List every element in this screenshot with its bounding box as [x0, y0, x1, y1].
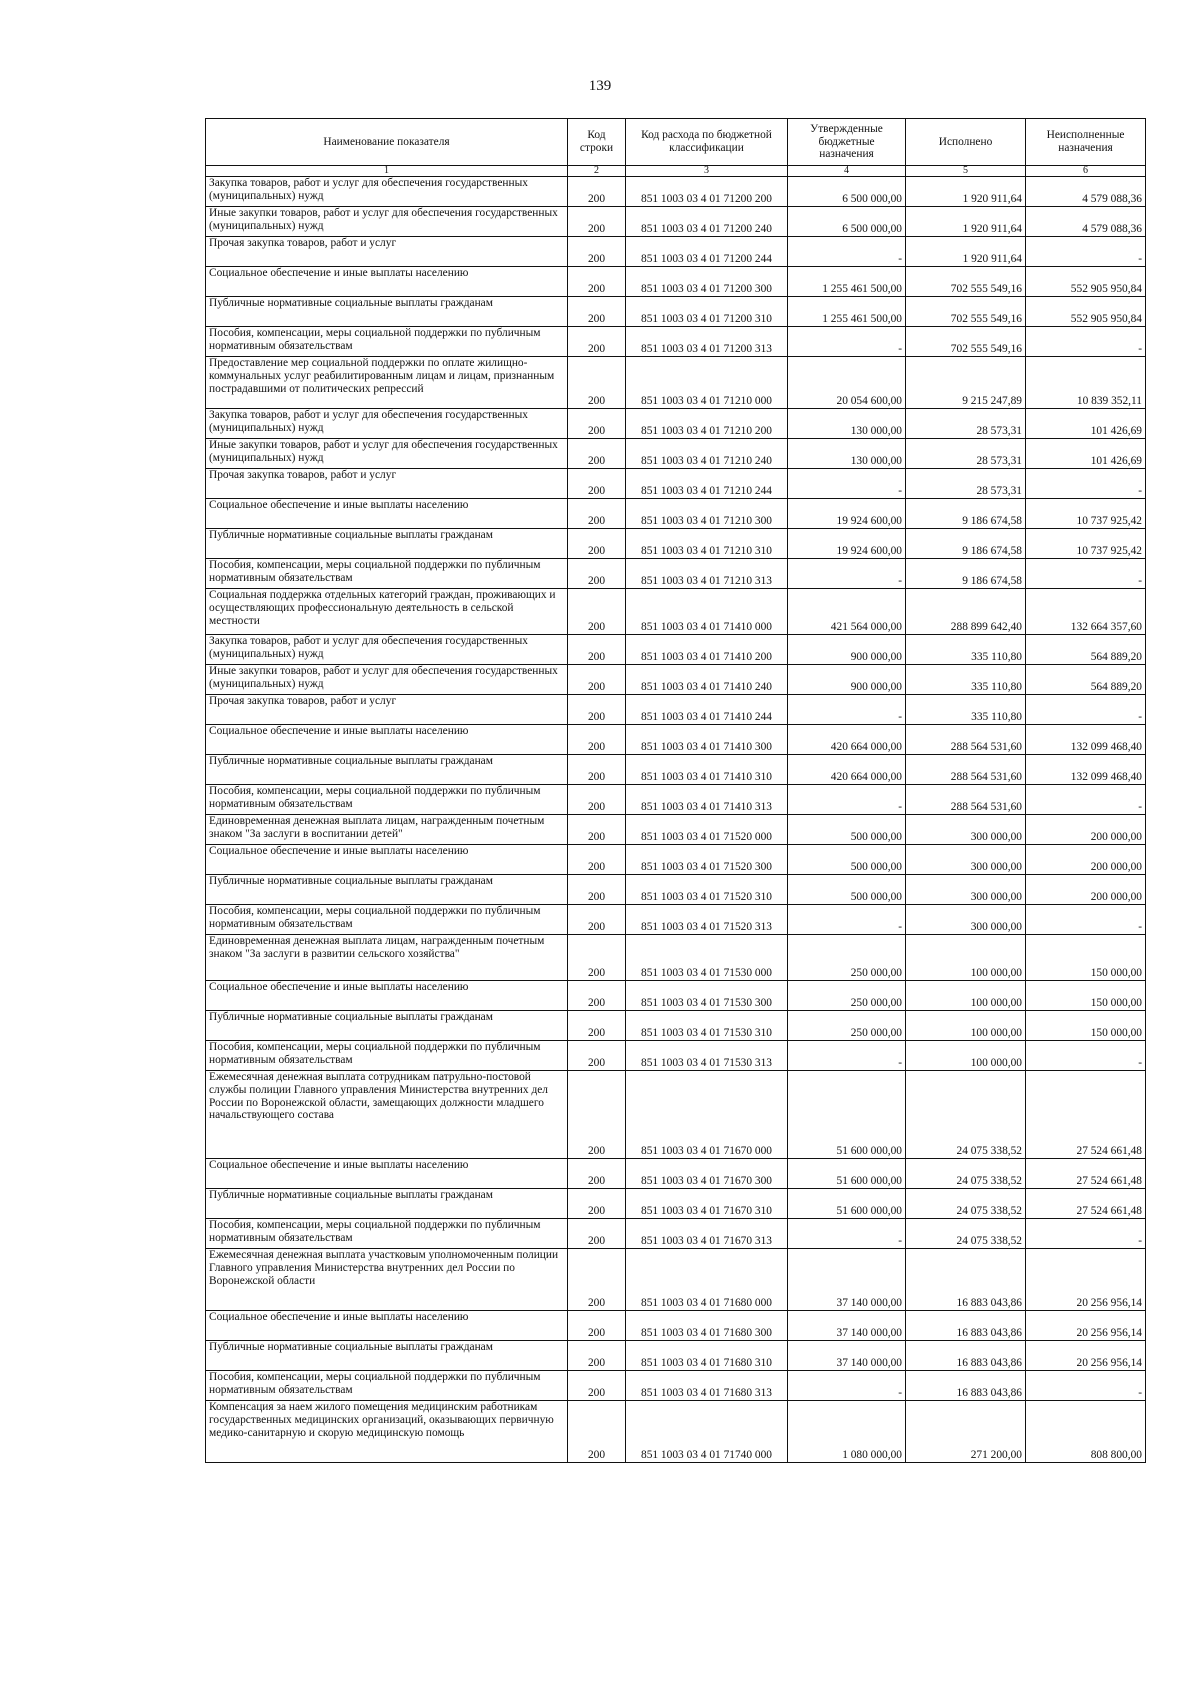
row-name: Пособия, компенсации, меры социальной поддержки по публичным нормативным обязательствам — [206, 327, 568, 357]
row-executed: 1 920 911,64 — [906, 177, 1026, 207]
row-line-code: 200 — [568, 327, 626, 357]
row-budget-code: 851 1003 03 4 01 71520 310 — [626, 875, 788, 905]
row-line-code: 200 — [568, 409, 626, 439]
table-row — [206, 469, 1146, 499]
column-number: 1 — [206, 166, 568, 177]
row-approved: - — [788, 785, 906, 815]
row-executed: 300 000,00 — [906, 905, 1026, 935]
row-executed: 24 075 338,52 — [906, 1071, 1026, 1159]
row-line-code: 200 — [568, 1159, 626, 1189]
row-approved: 6 500 000,00 — [788, 207, 906, 237]
row-approved: - — [788, 695, 906, 725]
table-row — [206, 499, 1146, 529]
row-unexecuted: - — [1026, 1219, 1146, 1249]
row-line-code: 200 — [568, 207, 626, 237]
row-name: Прочая закупка товаров, работ и услуг — [206, 237, 568, 267]
row-unexecuted: 4 579 088,36 — [1026, 177, 1146, 207]
column-number: 2 — [568, 166, 626, 177]
row-unexecuted: - — [1026, 1041, 1146, 1071]
row-line-code: 200 — [568, 529, 626, 559]
row-executed: 16 883 043,86 — [906, 1249, 1026, 1311]
row-line-code: 200 — [568, 1371, 626, 1401]
header-unexecuted: Неисполненные назначения — [1026, 119, 1146, 166]
row-executed: 100 000,00 — [906, 1041, 1026, 1071]
row-budget-code: 851 1003 03 4 01 71200 300 — [626, 267, 788, 297]
row-executed: 28 573,31 — [906, 439, 1026, 469]
row-unexecuted: 101 426,69 — [1026, 439, 1146, 469]
row-approved: 250 000,00 — [788, 981, 906, 1011]
row-executed: 9 186 674,58 — [906, 529, 1026, 559]
row-unexecuted: - — [1026, 1371, 1146, 1401]
row-approved: 20 054 600,00 — [788, 357, 906, 409]
row-executed: 100 000,00 — [906, 1011, 1026, 1041]
row-budget-code: 851 1003 03 4 01 71680 313 — [626, 1371, 788, 1401]
table-header-row — [206, 119, 1146, 166]
row-name: Пособия, компенсации, меры социальной поддержки по публичным нормативным обязательствам — [206, 1371, 568, 1401]
row-name: Пособия, компенсации, меры социальной поддержки по публичным нормативным обязательствам — [206, 1041, 568, 1071]
table-row — [206, 529, 1146, 559]
row-executed: 9 186 674,58 — [906, 559, 1026, 589]
row-budget-code: 851 1003 03 4 01 71530 313 — [626, 1041, 788, 1071]
row-approved: - — [788, 559, 906, 589]
row-unexecuted: - — [1026, 469, 1146, 499]
row-executed: 1 920 911,64 — [906, 207, 1026, 237]
row-approved: 420 664 000,00 — [788, 725, 906, 755]
table-row — [206, 589, 1146, 635]
row-line-code: 200 — [568, 357, 626, 409]
row-unexecuted: 20 256 956,14 — [1026, 1311, 1146, 1341]
row-unexecuted: 10 737 925,42 — [1026, 499, 1146, 529]
row-approved: 1 255 461 500,00 — [788, 297, 906, 327]
row-unexecuted: 150 000,00 — [1026, 935, 1146, 981]
row-name: Социальное обеспечение и иные выплаты населению — [206, 1311, 568, 1341]
row-line-code: 200 — [568, 695, 626, 725]
row-approved: 1 080 000,00 — [788, 1401, 906, 1463]
row-unexecuted: - — [1026, 905, 1146, 935]
page-number: 139 — [588, 78, 612, 94]
row-executed: 702 555 549,16 — [906, 297, 1026, 327]
row-name: Пособия, компенсации, меры социальной поддержки по публичным нормативным обязательствам — [206, 785, 568, 815]
row-unexecuted: 20 256 956,14 — [1026, 1341, 1146, 1371]
table-row — [206, 1401, 1146, 1463]
row-line-code: 200 — [568, 935, 626, 981]
row-approved: 51 600 000,00 — [788, 1189, 906, 1219]
row-executed: 100 000,00 — [906, 981, 1026, 1011]
row-approved: 1 255 461 500,00 — [788, 267, 906, 297]
row-unexecuted: - — [1026, 785, 1146, 815]
table-row — [206, 237, 1146, 267]
row-executed: 288 899 642,40 — [906, 589, 1026, 635]
row-unexecuted: 200 000,00 — [1026, 875, 1146, 905]
row-line-code: 200 — [568, 845, 626, 875]
row-name: Публичные нормативные социальные выплаты гражданам — [206, 297, 568, 327]
row-name: Ежемесячная денежная выплата участковым уполномоченным полиции Главного управления Министерства внутренних дел России по Воронежской области — [206, 1249, 568, 1311]
row-executed: 288 564 531,60 — [906, 755, 1026, 785]
table-row — [206, 815, 1146, 845]
row-name: Пособия, компенсации, меры социальной поддержки по публичным нормативным обязательствам — [206, 559, 568, 589]
row-executed: 335 110,80 — [906, 695, 1026, 725]
row-budget-code: 851 1003 03 4 01 71670 313 — [626, 1219, 788, 1249]
table-row — [206, 1371, 1146, 1401]
row-budget-code: 851 1003 03 4 01 71670 310 — [626, 1189, 788, 1219]
row-name: Социальное обеспечение и иные выплаты населению — [206, 845, 568, 875]
row-name: Иные закупки товаров, работ и услуг для обеспечения государственных (муниципальных) нужд — [206, 207, 568, 237]
row-approved: 37 140 000,00 — [788, 1249, 906, 1311]
row-name: Единовременная денежная выплата лицам, награжденным почетным знаком "За заслуги в воспитании детей" — [206, 815, 568, 845]
row-executed: 100 000,00 — [906, 935, 1026, 981]
row-approved: - — [788, 1219, 906, 1249]
row-approved: - — [788, 237, 906, 267]
row-budget-code: 851 1003 03 4 01 71200 240 — [626, 207, 788, 237]
row-approved: - — [788, 1371, 906, 1401]
table-row — [206, 267, 1146, 297]
row-name: Пособия, компенсации, меры социальной поддержки по публичным нормативным обязательствам — [206, 1219, 568, 1249]
row-approved: 19 924 600,00 — [788, 499, 906, 529]
row-budget-code: 851 1003 03 4 01 71200 310 — [626, 297, 788, 327]
row-budget-code: 851 1003 03 4 01 71530 000 — [626, 935, 788, 981]
row-unexecuted: 132 099 468,40 — [1026, 755, 1146, 785]
row-budget-code: 851 1003 03 4 01 71680 310 — [626, 1341, 788, 1371]
row-executed: 16 883 043,86 — [906, 1341, 1026, 1371]
table-row — [206, 1341, 1146, 1371]
row-unexecuted: 10 737 925,42 — [1026, 529, 1146, 559]
row-approved: - — [788, 905, 906, 935]
row-line-code: 200 — [568, 177, 626, 207]
table-row — [206, 1159, 1146, 1189]
row-name: Закупка товаров, работ и услуг для обеспечения государственных (муниципальных) нужд — [206, 635, 568, 665]
row-name: Социальное обеспечение и иные выплаты населению — [206, 1159, 568, 1189]
row-unexecuted: 200 000,00 — [1026, 845, 1146, 875]
row-budget-code: 851 1003 03 4 01 71410 313 — [626, 785, 788, 815]
row-unexecuted: 27 524 661,48 — [1026, 1159, 1146, 1189]
table-row — [206, 207, 1146, 237]
row-budget-code: 851 1003 03 4 01 71670 300 — [626, 1159, 788, 1189]
table-row — [206, 439, 1146, 469]
row-unexecuted: 552 905 950,84 — [1026, 267, 1146, 297]
row-unexecuted: 10 839 352,11 — [1026, 357, 1146, 409]
row-name: Публичные нормативные социальные выплаты гражданам — [206, 1189, 568, 1219]
row-approved: 421 564 000,00 — [788, 589, 906, 635]
row-executed: 335 110,80 — [906, 635, 1026, 665]
row-line-code: 200 — [568, 725, 626, 755]
row-budget-code: 851 1003 03 4 01 71680 300 — [626, 1311, 788, 1341]
row-executed: 28 573,31 — [906, 409, 1026, 439]
row-budget-code: 851 1003 03 4 01 71410 000 — [626, 589, 788, 635]
row-unexecuted: 150 000,00 — [1026, 981, 1146, 1011]
row-budget-code: 851 1003 03 4 01 71210 200 — [626, 409, 788, 439]
row-line-code: 200 — [568, 981, 626, 1011]
row-budget-code: 851 1003 03 4 01 71410 300 — [626, 725, 788, 755]
row-unexecuted: 132 099 468,40 — [1026, 725, 1146, 755]
row-approved: 900 000,00 — [788, 635, 906, 665]
row-approved: - — [788, 469, 906, 499]
row-approved: - — [788, 1041, 906, 1071]
row-budget-code: 851 1003 03 4 01 71210 000 — [626, 357, 788, 409]
row-budget-code: 851 1003 03 4 01 71210 240 — [626, 439, 788, 469]
row-budget-code: 851 1003 03 4 01 71200 313 — [626, 327, 788, 357]
row-line-code: 200 — [568, 1071, 626, 1159]
row-line-code: 200 — [568, 1311, 626, 1341]
row-line-code: 200 — [568, 1249, 626, 1311]
table-row — [206, 635, 1146, 665]
row-approved: 130 000,00 — [788, 409, 906, 439]
row-line-code: 200 — [568, 785, 626, 815]
table-row — [206, 785, 1146, 815]
row-unexecuted: 150 000,00 — [1026, 1011, 1146, 1041]
row-approved: - — [788, 327, 906, 357]
row-executed: 24 075 338,52 — [906, 1189, 1026, 1219]
row-executed: 16 883 043,86 — [906, 1311, 1026, 1341]
row-name: Иные закупки товаров, работ и услуг для обеспечения государственных (муниципальных) нужд — [206, 665, 568, 695]
row-executed: 288 564 531,60 — [906, 725, 1026, 755]
row-unexecuted: - — [1026, 559, 1146, 589]
row-budget-code: 851 1003 03 4 01 71210 313 — [626, 559, 788, 589]
row-name: Компенсация за наем жилого помещения медицинским работникам государственных медицинских организаций, оказывающих первичную медико-санитарную и скорую медицинскую помощь — [206, 1401, 568, 1463]
row-unexecuted: 200 000,00 — [1026, 815, 1146, 845]
row-executed: 16 883 043,86 — [906, 1371, 1026, 1401]
table-row — [206, 875, 1146, 905]
table-row — [206, 297, 1146, 327]
row-executed: 300 000,00 — [906, 875, 1026, 905]
table-row — [206, 357, 1146, 409]
row-line-code: 200 — [568, 815, 626, 845]
table-row — [206, 559, 1146, 589]
table-row — [206, 665, 1146, 695]
table-row — [206, 177, 1146, 207]
row-executed: 28 573,31 — [906, 469, 1026, 499]
row-budget-code: 851 1003 03 4 01 71520 313 — [626, 905, 788, 935]
row-line-code: 200 — [568, 237, 626, 267]
row-budget-code: 851 1003 03 4 01 71210 244 — [626, 469, 788, 499]
header-name: Наименование показателя — [206, 119, 568, 166]
row-budget-code: 851 1003 03 4 01 71530 310 — [626, 1011, 788, 1041]
row-name: Публичные нормативные социальные выплаты гражданам — [206, 529, 568, 559]
row-budget-code: 851 1003 03 4 01 71680 000 — [626, 1249, 788, 1311]
row-line-code: 200 — [568, 1011, 626, 1041]
row-unexecuted: - — [1026, 695, 1146, 725]
table-row — [206, 1011, 1146, 1041]
row-line-code: 200 — [568, 755, 626, 785]
table-row — [206, 409, 1146, 439]
row-line-code: 200 — [568, 1341, 626, 1371]
row-unexecuted: - — [1026, 327, 1146, 357]
row-budget-code: 851 1003 03 4 01 71210 310 — [626, 529, 788, 559]
row-line-code: 200 — [568, 499, 626, 529]
table-row — [206, 755, 1146, 785]
row-budget-code: 851 1003 03 4 01 71410 240 — [626, 665, 788, 695]
row-name: Публичные нормативные социальные выплаты гражданам — [206, 1341, 568, 1371]
row-executed: 24 075 338,52 — [906, 1219, 1026, 1249]
row-approved: 500 000,00 — [788, 875, 906, 905]
row-name: Единовременная денежная выплата лицам, награжденным почетным знаком "За заслуги в развитии сельского хозяйства" — [206, 935, 568, 981]
row-name: Социальное обеспечение и иные выплаты населению — [206, 267, 568, 297]
row-approved: 19 924 600,00 — [788, 529, 906, 559]
row-budget-code: 851 1003 03 4 01 71210 300 — [626, 499, 788, 529]
row-budget-code: 851 1003 03 4 01 71200 200 — [626, 177, 788, 207]
row-line-code: 200 — [568, 1219, 626, 1249]
row-approved: 37 140 000,00 — [788, 1341, 906, 1371]
table-row — [206, 725, 1146, 755]
row-executed: 24 075 338,52 — [906, 1159, 1026, 1189]
row-approved: 130 000,00 — [788, 439, 906, 469]
row-name: Публичные нормативные социальные выплаты гражданам — [206, 875, 568, 905]
row-name: Социальное обеспечение и иные выплаты населению — [206, 725, 568, 755]
row-budget-code: 851 1003 03 4 01 71410 310 — [626, 755, 788, 785]
row-unexecuted: 20 256 956,14 — [1026, 1249, 1146, 1311]
row-executed: 300 000,00 — [906, 815, 1026, 845]
row-line-code: 200 — [568, 1401, 626, 1463]
row-approved: 900 000,00 — [788, 665, 906, 695]
row-line-code: 200 — [568, 1189, 626, 1219]
row-unexecuted: 564 889,20 — [1026, 665, 1146, 695]
row-executed: 1 920 911,64 — [906, 237, 1026, 267]
row-line-code: 200 — [568, 905, 626, 935]
row-executed: 702 555 549,16 — [906, 327, 1026, 357]
table-row — [206, 1219, 1146, 1249]
row-approved: 250 000,00 — [788, 1011, 906, 1041]
column-number: 3 — [626, 166, 788, 177]
table-row — [206, 845, 1146, 875]
row-line-code: 200 — [568, 297, 626, 327]
row-line-code: 200 — [568, 439, 626, 469]
table-row — [206, 1249, 1146, 1311]
column-number: 4 — [788, 166, 906, 177]
row-unexecuted: 564 889,20 — [1026, 635, 1146, 665]
row-line-code: 200 — [568, 875, 626, 905]
row-name: Прочая закупка товаров, работ и услуг — [206, 695, 568, 725]
column-number-row — [206, 166, 1146, 177]
row-budget-code: 851 1003 03 4 01 71740 000 — [626, 1401, 788, 1463]
header-line-code: Код строки — [568, 119, 626, 166]
table-row — [206, 981, 1146, 1011]
row-executed: 271 200,00 — [906, 1401, 1026, 1463]
row-approved: 500 000,00 — [788, 845, 906, 875]
row-line-code: 200 — [568, 469, 626, 499]
row-approved: 500 000,00 — [788, 815, 906, 845]
row-line-code: 200 — [568, 559, 626, 589]
row-line-code: 200 — [568, 665, 626, 695]
row-line-code: 200 — [568, 1041, 626, 1071]
table-row — [206, 1041, 1146, 1071]
header-executed: Исполнено — [906, 119, 1026, 166]
row-approved: 250 000,00 — [788, 935, 906, 981]
row-approved: 51 600 000,00 — [788, 1159, 906, 1189]
row-approved: 420 664 000,00 — [788, 755, 906, 785]
row-name: Социальная поддержка отдельных категорий граждан, проживающих и осуществляющих профессиональную деятельность в сельской местности — [206, 589, 568, 635]
row-executed: 702 555 549,16 — [906, 267, 1026, 297]
row-unexecuted: 552 905 950,84 — [1026, 297, 1146, 327]
row-budget-code: 851 1003 03 4 01 71410 200 — [626, 635, 788, 665]
row-executed: 335 110,80 — [906, 665, 1026, 695]
row-unexecuted: 808 800,00 — [1026, 1401, 1146, 1463]
row-name: Ежемесячная денежная выплата сотрудникам патрульно-постовой службы полиции Главного управления Министерства внутренних дел России по Воронежской области, замещающих должности младшего начальствующего состава — [206, 1071, 568, 1159]
row-name: Предоставление мер социальной поддержки по оплате жилищно-коммунальных услуг реабилитированным лицам и лицам, признанным пострадавшими от политических репрессий — [206, 357, 568, 409]
row-line-code: 200 — [568, 267, 626, 297]
row-unexecuted: 27 524 661,48 — [1026, 1189, 1146, 1219]
row-name: Пособия, компенсации, меры социальной поддержки по публичным нормативным обязательствам — [206, 905, 568, 935]
row-unexecuted: 4 579 088,36 — [1026, 207, 1146, 237]
column-number: 6 — [1026, 166, 1146, 177]
row-budget-code: 851 1003 03 4 01 71520 300 — [626, 845, 788, 875]
row-line-code: 200 — [568, 589, 626, 635]
row-budget-code: 851 1003 03 4 01 71410 244 — [626, 695, 788, 725]
row-name: Социальное обеспечение и иные выплаты населению — [206, 499, 568, 529]
budget-execution-table — [205, 118, 1146, 1463]
table-row — [206, 935, 1146, 981]
header-approved: Утвержденные бюджетные назначения — [788, 119, 906, 166]
row-name: Публичные нормативные социальные выплаты гражданам — [206, 755, 568, 785]
header-budget-code: Код расхода по бюджетной классификации — [626, 119, 788, 166]
row-approved: 51 600 000,00 — [788, 1071, 906, 1159]
table-row — [206, 905, 1146, 935]
row-budget-code: 851 1003 03 4 01 71530 300 — [626, 981, 788, 1011]
row-executed: 300 000,00 — [906, 845, 1026, 875]
row-unexecuted: 101 426,69 — [1026, 409, 1146, 439]
row-budget-code: 851 1003 03 4 01 71200 244 — [626, 237, 788, 267]
row-budget-code: 851 1003 03 4 01 71520 000 — [626, 815, 788, 845]
row-name: Социальное обеспечение и иные выплаты населению — [206, 981, 568, 1011]
table-row — [206, 695, 1146, 725]
row-unexecuted: - — [1026, 237, 1146, 267]
table-body — [206, 177, 1146, 1463]
row-budget-code: 851 1003 03 4 01 71670 000 — [626, 1071, 788, 1159]
row-unexecuted: 132 664 357,60 — [1026, 589, 1146, 635]
table-row — [206, 327, 1146, 357]
column-number: 5 — [906, 166, 1026, 177]
row-line-code: 200 — [568, 635, 626, 665]
table-row — [206, 1071, 1146, 1159]
table-row — [206, 1189, 1146, 1219]
row-approved: 6 500 000,00 — [788, 177, 906, 207]
row-executed: 288 564 531,60 — [906, 785, 1026, 815]
row-executed: 9 215 247,89 — [906, 357, 1026, 409]
row-executed: 9 186 674,58 — [906, 499, 1026, 529]
row-name: Закупка товаров, работ и услуг для обеспечения государственных (муниципальных) нужд — [206, 409, 568, 439]
row-name: Публичные нормативные социальные выплаты гражданам — [206, 1011, 568, 1041]
table-row — [206, 1311, 1146, 1341]
row-name: Иные закупки товаров, работ и услуг для обеспечения государственных (муниципальных) нужд — [206, 439, 568, 469]
row-name: Прочая закупка товаров, работ и услуг — [206, 469, 568, 499]
row-approved: 37 140 000,00 — [788, 1311, 906, 1341]
row-unexecuted: 27 524 661,48 — [1026, 1071, 1146, 1159]
row-name: Закупка товаров, работ и услуг для обеспечения государственных (муниципальных) нужд — [206, 177, 568, 207]
